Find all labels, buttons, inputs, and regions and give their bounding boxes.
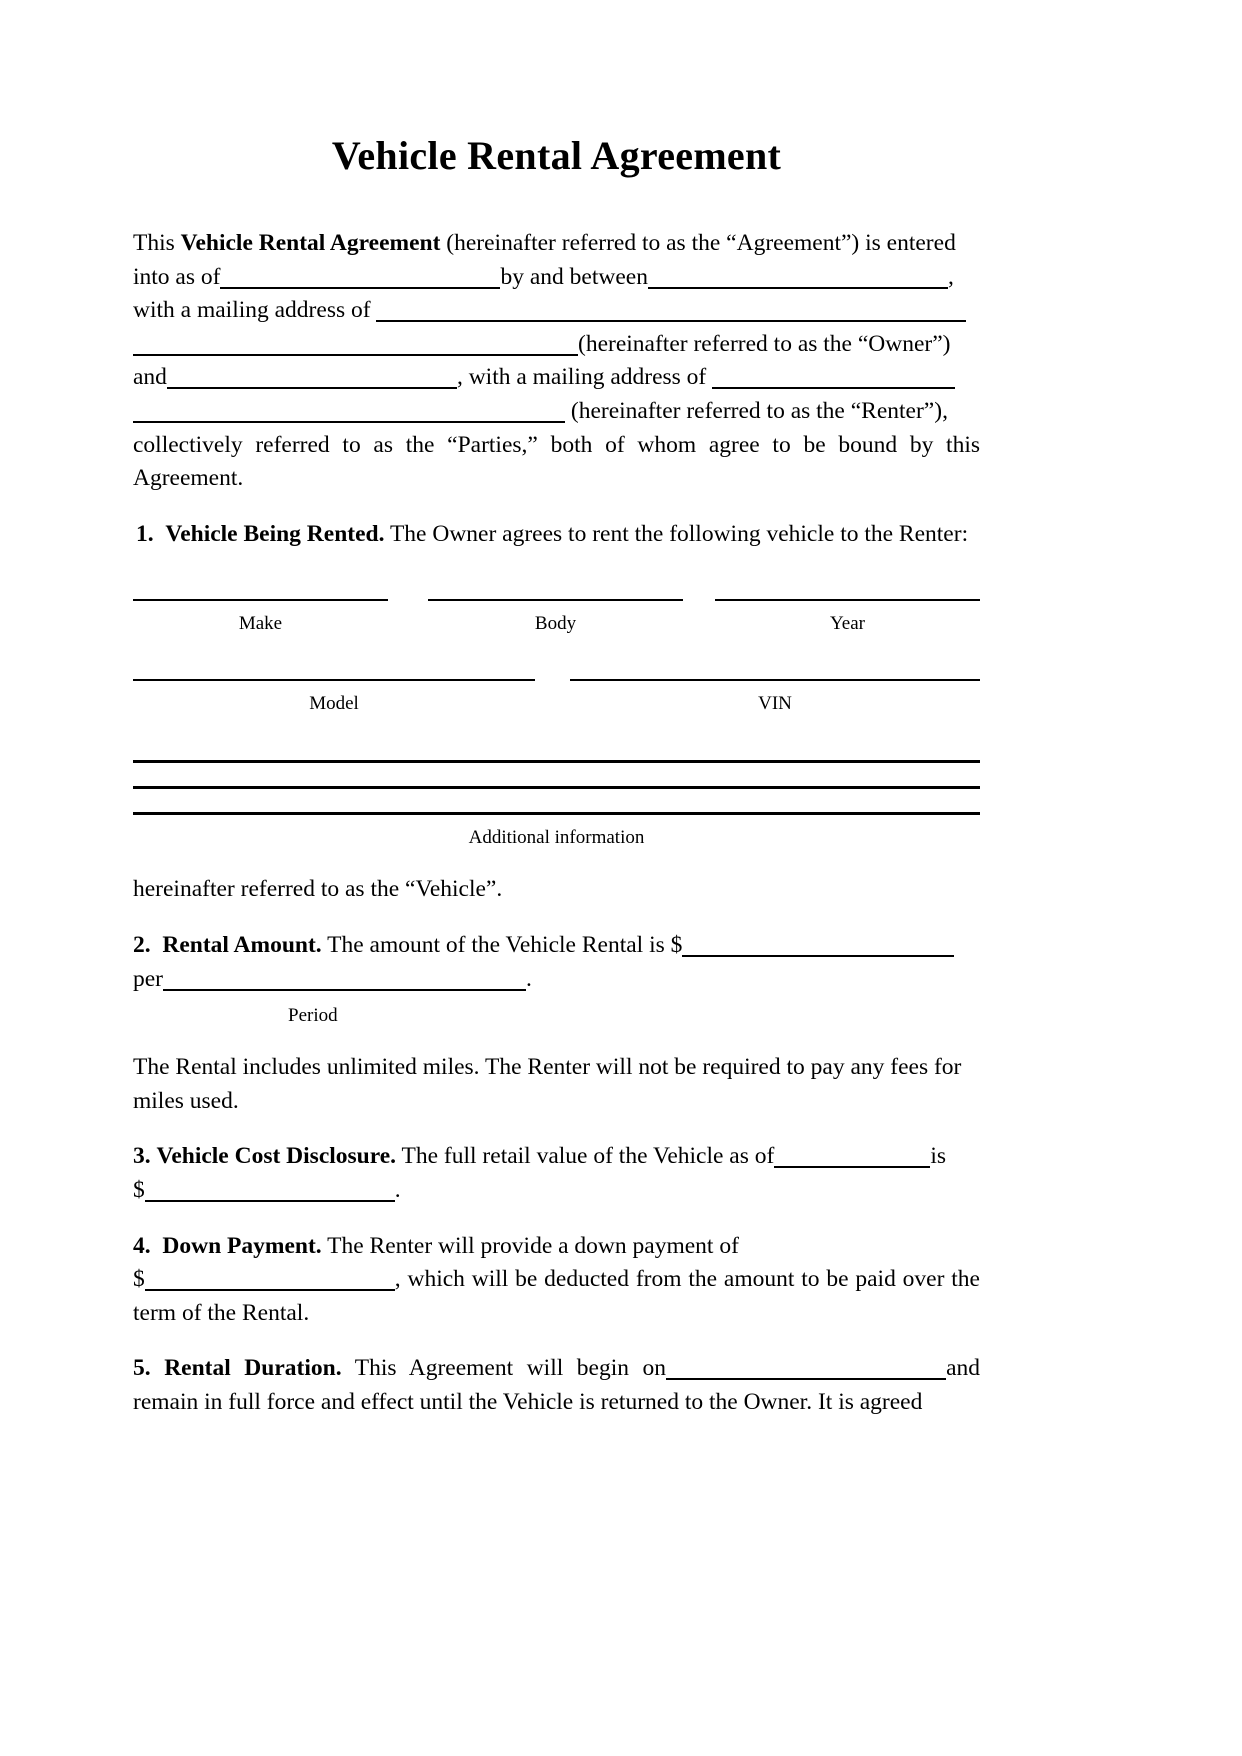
field-vin [570, 679, 980, 713]
section-5-heading: Rental Duration. [164, 1355, 342, 1382]
field-model [133, 679, 535, 713]
section-4-number: 4. [133, 1232, 151, 1259]
field-label-body: Body [534, 613, 577, 635]
field-label-period: Period [288, 1005, 338, 1027]
section-4-body-b: $ [133, 1266, 145, 1293]
intro-text-renter-label: (hereinafter referred to as the “Renter”), [570, 397, 948, 424]
page-title: Vehicle Rental Agreement [331, 133, 782, 178]
intro-agreement-bold: Vehicle Rental Agreement [180, 230, 441, 256]
section-4-body-c: , which will be deducted from the amount to be paid over the term of the Rental. [133, 1266, 980, 1326]
field-year [715, 599, 980, 633]
intro-text-hereinafter: (hereinafter referred to as the “Agreement”) is entered into as of [133, 230, 956, 290]
intro-line-renter-2 [133, 395, 980, 429]
section-1-heading: Vehicle Being Rented. [165, 520, 385, 547]
blank-owner-name[interactable] [648, 263, 948, 289]
blank-renter-name[interactable] [167, 363, 457, 389]
intro-line-owner-address [133, 294, 980, 328]
section-1-body: The Owner agrees to rent the following vehicle to the Renter: [389, 520, 969, 547]
intro-text-renter-address: , with a mailing address of [456, 364, 707, 391]
section-5-body-b: and remain in full force and effect until the Vehicle is returned to the Owner. It is agreed [133, 1355, 980, 1415]
section-3-amount-line [133, 1174, 980, 1208]
field-label-model: Model [309, 693, 359, 715]
blank-valuation-date[interactable] [774, 1142, 930, 1168]
section-2-body-b: per [133, 965, 164, 992]
blank-rental-period[interactable] [163, 965, 526, 991]
intro-text-owner-label: (hereinafter referred to as the “Owner”) [578, 330, 951, 357]
blank-renter-address-1[interactable] [712, 363, 955, 389]
blank-owner-address-2[interactable] [133, 330, 578, 356]
section-5-body-a: This Agreement will begin on [354, 1355, 667, 1382]
field-label-vin: VIN [758, 693, 792, 715]
section-2-period-line [133, 963, 980, 997]
section-2-body-c: . [526, 965, 532, 992]
intro-text-between: by and between [500, 263, 648, 290]
section-1-closing: hereinafter referred to as the “Vehicle”. [133, 876, 503, 903]
section-3-heading: Vehicle Cost Disclosure. [156, 1143, 397, 1170]
intro-line-1 [133, 227, 980, 294]
section-3-body-d: . [394, 1176, 401, 1203]
section-2-paragraph [133, 929, 980, 963]
intro-line-owner-address-2 [133, 328, 980, 362]
field-label-make: Make [238, 613, 283, 635]
section-3-paragraph [133, 1140, 980, 1174]
section-5-paragraph [133, 1352, 980, 1419]
vehicle-fields-row-1 [133, 599, 980, 633]
additional-info-group [133, 760, 980, 847]
field-label-additional-information: Additional information [468, 827, 645, 849]
section-3-body-a: The full retail value of the Vehicle as of [401, 1143, 775, 1170]
field-label-year: Year [829, 613, 865, 635]
blank-owner-address-1[interactable] [376, 296, 966, 322]
intro-line-parties: collectively referred to as the “Parties,” both of whom agree to be bound by this Agreement. [133, 431, 980, 492]
vehicle-fields-row-2 [133, 679, 980, 713]
intro-text-this: This [133, 230, 181, 256]
section-2-body-a: The amount of the Vehicle Rental is $ [327, 931, 683, 958]
intro-line-renter [133, 361, 980, 395]
intro-text-and: and [133, 364, 167, 391]
intro-text-owner-address: with a mailing address of [133, 297, 371, 324]
document-content [133, 0, 980, 1419]
section-2-heading: Rental Amount. [162, 931, 322, 958]
section-3-body-b: is [930, 1143, 947, 1170]
blank-rental-amount[interactable] [682, 931, 954, 957]
section-4-paragraph [133, 1230, 980, 1264]
field-body [428, 599, 683, 633]
section-1-number: 1. [136, 520, 154, 547]
section-3-body-c: $ [133, 1176, 145, 1203]
section-2-number: 2. [133, 931, 151, 958]
section-1-paragraph [133, 518, 980, 552]
intro-text-comma: , [947, 263, 954, 290]
blank-down-payment[interactable] [145, 1265, 395, 1291]
section-5-number: 5. [133, 1355, 151, 1382]
blank-retail-value[interactable] [145, 1176, 395, 1202]
section-4-body-a: The Renter will provide a down payment of [327, 1232, 739, 1259]
section-4-heading: Down Payment. [162, 1232, 322, 1259]
blank-date-entered[interactable] [220, 263, 500, 289]
section-4-amount-paragraph [133, 1263, 980, 1330]
blank-start-date[interactable] [666, 1354, 946, 1380]
section-3-number: 3. [133, 1143, 151, 1170]
section-2-miles-paragraph: The Rental includes unlimited miles. The Renter will not be required to pay any fees for miles used. [133, 1054, 962, 1114]
field-make [133, 599, 388, 633]
blank-renter-address-2[interactable] [133, 397, 565, 423]
